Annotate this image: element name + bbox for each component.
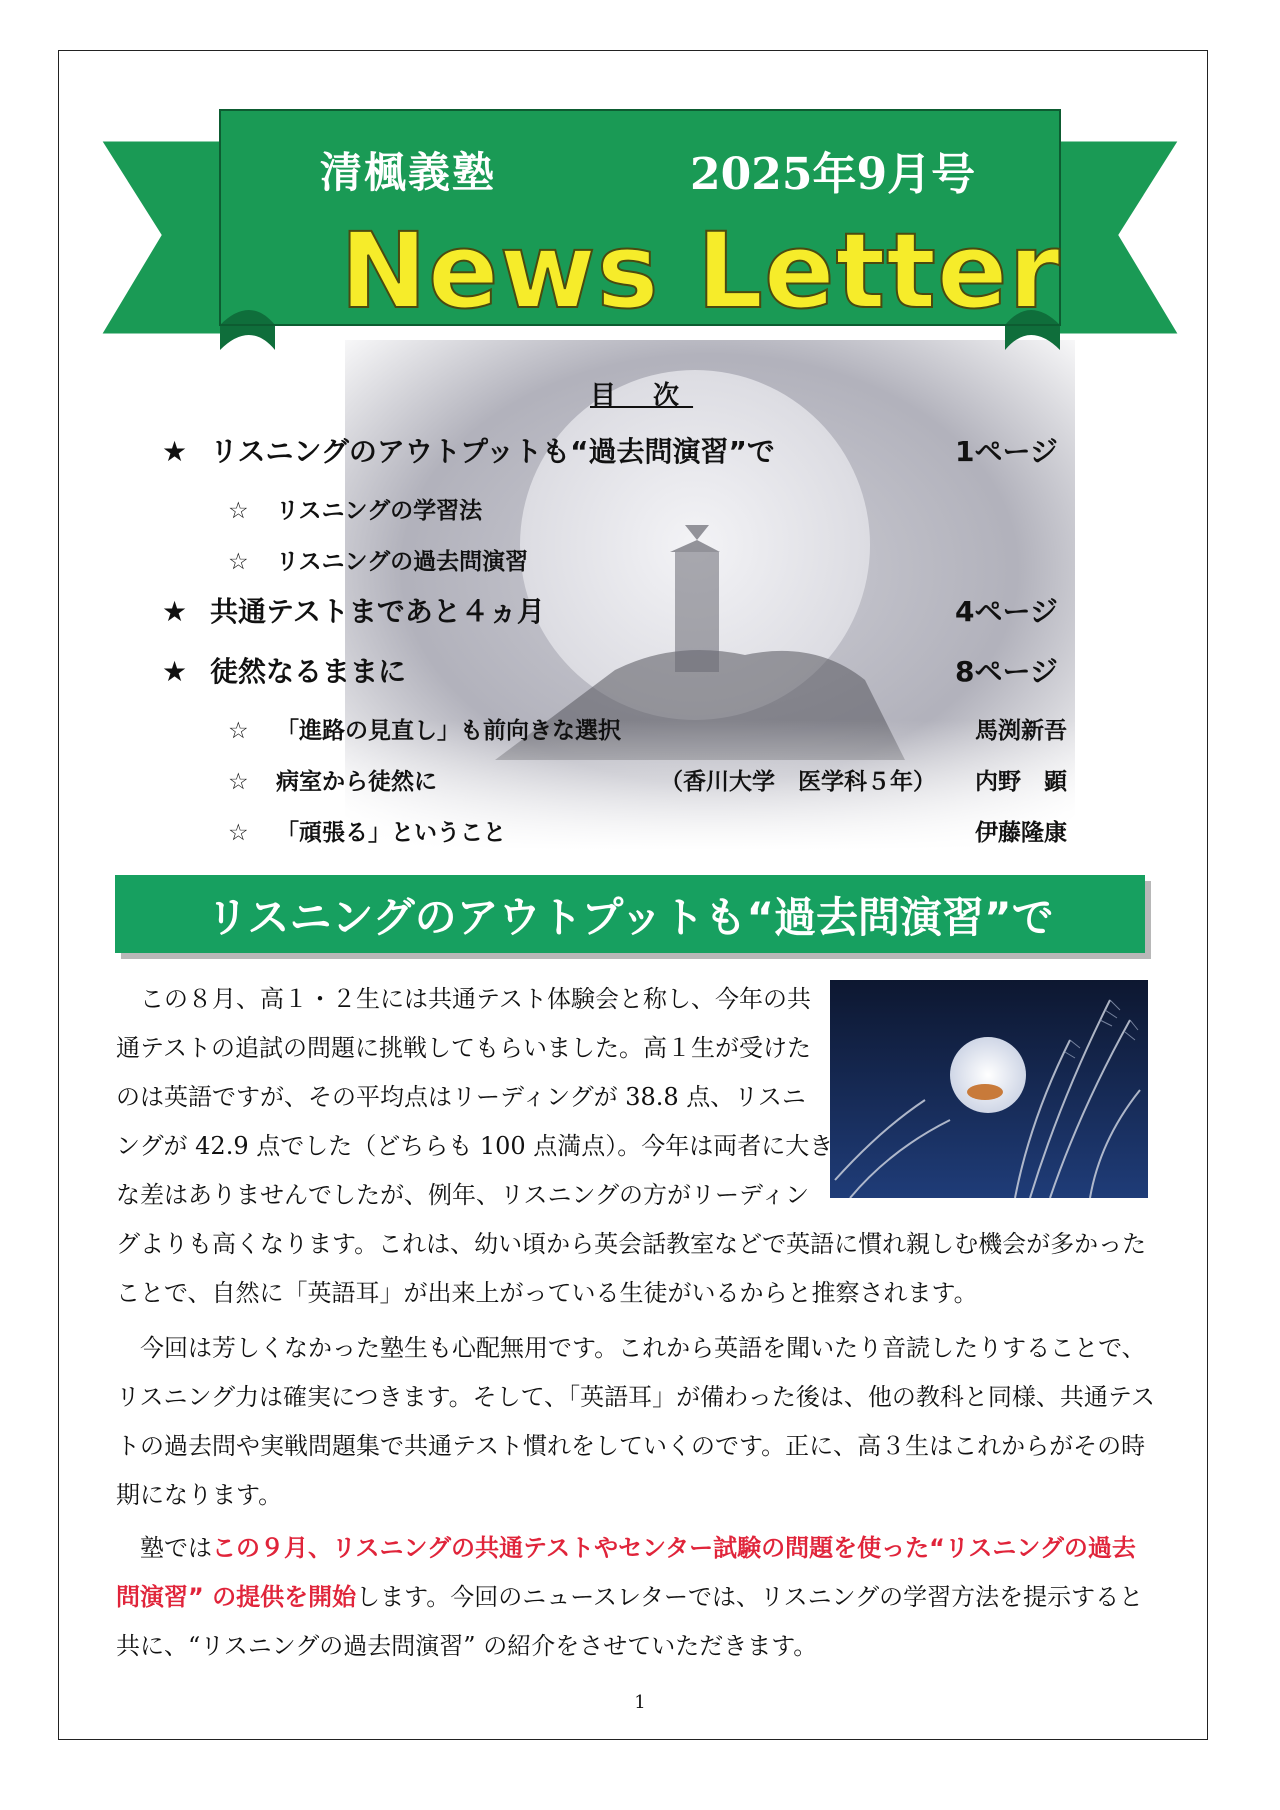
toc-item-label: リスニングの過去問演習 xyxy=(276,549,529,575)
toc-star-outline-icon: ☆ xyxy=(228,769,249,795)
toc-item[interactable] xyxy=(162,430,775,470)
toc-item-label: 「進路の見直し」も前向きな選択 xyxy=(276,718,621,744)
body-line: トの過去問や実戦問題集で共通テスト慣れをしていくのです。正に、高３生はこれからがその時 xyxy=(116,1432,1146,1460)
toc-heading: 目 次 xyxy=(590,381,694,411)
body-line: グよりも高くなります。これは、幼い頃から英会話教室などで英語に慣れ親しむ機会が多かった xyxy=(116,1230,1147,1258)
toc-star-outline-icon: ☆ xyxy=(228,498,249,524)
toc-page-ref: 8ページ xyxy=(955,655,1058,688)
body-line: 期になります。 xyxy=(116,1481,283,1509)
toc-item[interactable] xyxy=(162,590,545,630)
toc-item-label: 徒然なるままに xyxy=(210,655,407,688)
toc-affiliation: （香川大学 医学科５年） xyxy=(660,769,936,795)
page-number: 1 xyxy=(634,1692,646,1713)
toc-subitem[interactable] xyxy=(228,712,621,745)
section-title: リスニングのアウトプットも“過去問演習”で xyxy=(206,893,1054,942)
toc-item-label: 「頑張る」ということ xyxy=(276,820,506,846)
toc-page-ref: 4ページ xyxy=(955,595,1058,628)
toc-item[interactable] xyxy=(162,650,406,690)
toc-subitem[interactable] xyxy=(228,814,506,847)
body-text: します。今回のニュースレターでは、リスニングの学習方法を提示すると xyxy=(356,1583,1144,1611)
toc-star-outline-icon: ☆ xyxy=(228,718,249,744)
body-line: この８月、高１・２生には共通テスト体験会と称し、今年の共 xyxy=(140,985,812,1013)
toc-star-icon: ★ xyxy=(162,435,188,468)
highlight-text: この９月、リスニングの共通テストやセンター試験の問題を使った“リスニングの過去 xyxy=(212,1534,1136,1562)
toc-star-outline-icon: ☆ xyxy=(228,549,249,575)
body-line: ことで、自然に「英語耳」が出来上がっている生徒がいるからと推察されます。 xyxy=(116,1279,978,1307)
body-line: リスニング力は確実につきます。そして、「英語耳」が備わった後は、他の教科と同様、共通テス xyxy=(116,1383,1155,1411)
body-line xyxy=(116,1573,1143,1622)
toc-page-ref: 1ページ xyxy=(955,435,1058,468)
toc-star-icon: ★ xyxy=(162,655,188,688)
body-text: 塾では xyxy=(140,1534,212,1562)
toc-item-label: リスニングのアウトプットも“過去問演習”で xyxy=(210,435,775,468)
toc-item-label: 共通テストまであと４ヵ月 xyxy=(210,595,545,628)
body-line: 今回は芳しくなかった塾生も心配無用です。これから英語を聞いたり音読したりすることで、 xyxy=(140,1334,1146,1362)
toc-item-label: リスニングの学習法 xyxy=(276,498,483,524)
body-line: 通テストの追試の問題に挑戦してもらいました。高１生が受けた xyxy=(116,1034,812,1062)
body-line: ングが 42.9 点でした（どちらも 100 点満点）。今年は両者に大き xyxy=(116,1132,834,1160)
moon-susuki-photo xyxy=(830,980,1148,1198)
toc-author: 内野 顕 xyxy=(975,769,1067,795)
body-line: 共に、“リスニングの過去問演習” の紹介をさせていただきます。 xyxy=(116,1632,818,1660)
toc-item-label: 病室から徒然に xyxy=(276,769,437,795)
body-line: な差はありませんでしたが、例年、リスニングの方がリーディン xyxy=(116,1181,810,1209)
issue-date: 2025年9月号 xyxy=(690,149,976,200)
body-line: のは英語ですが、その平均点はリーディングが 38.8 点、リスニ xyxy=(116,1083,806,1111)
highlight-text: 問演習” の提供を開始 xyxy=(116,1583,357,1611)
body-line xyxy=(140,1524,1136,1573)
toc-subitem[interactable] xyxy=(228,492,482,525)
toc-star-icon: ★ xyxy=(162,595,188,628)
toc-subitem[interactable] xyxy=(228,543,528,576)
school-name: 清楓義塾 xyxy=(320,148,497,197)
section-heading-bar xyxy=(115,875,1145,953)
toc-star-outline-icon: ☆ xyxy=(228,820,249,846)
newsletter-title: News Letter xyxy=(340,210,1061,332)
toc-subitem[interactable] xyxy=(228,763,437,796)
toc-author: 伊藤隆康 xyxy=(975,820,1067,846)
toc-author: 馬渕新吾 xyxy=(975,718,1067,744)
